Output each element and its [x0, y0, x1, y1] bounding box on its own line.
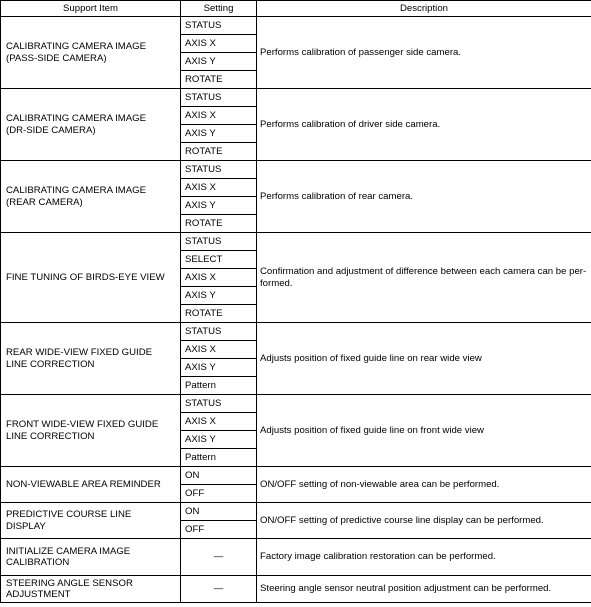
table-row [1, 539, 591, 576]
setting-cell: AXIS X [181, 35, 257, 53]
support-item-cell: REAR WIDE-VIEW FIXED GUIDE LINE CORRECTION [1, 323, 181, 395]
support-item-cell: CALIBRATING CAMERA IMAGE (DR-SIDE CAMERA) [1, 89, 181, 161]
setting-cell: STATUS [181, 323, 257, 341]
setting-cell: AXIS Y [181, 359, 257, 377]
setting-cell: ROTATE [181, 305, 257, 323]
table-row [1, 576, 591, 603]
table-row [1, 161, 591, 179]
setting-cell: STATUS [181, 89, 257, 107]
description-cell: Performs calibration of rear camera. [257, 161, 591, 233]
table-row [1, 467, 591, 485]
setting-cell: AXIS Y [181, 197, 257, 215]
setting-cell: OFF [181, 521, 257, 539]
description-cell: Adjusts position of fixed guide line on rear wide view [257, 323, 591, 395]
table-row [1, 89, 591, 107]
setting-cell: OFF [181, 485, 257, 503]
setting-cell: AXIS X [181, 413, 257, 431]
support-item-cell: PREDICTIVE COURSE LINE DISPLAY [1, 503, 181, 539]
setting-cell: AXIS Y [181, 125, 257, 143]
description-cell: Confirmation and adjustment of difference between each camera can be per- formed. [257, 233, 591, 323]
setting-cell: — [181, 539, 257, 576]
setting-cell: Pattern [181, 449, 257, 467]
setting-cell: AXIS Y [181, 431, 257, 449]
description-cell: Performs calibration of passenger side camera. [257, 17, 591, 89]
table-row [1, 323, 591, 341]
setting-cell: — [181, 576, 257, 603]
setting-cell: ROTATE [181, 71, 257, 89]
support-item-cell: FINE TUNING OF BIRDS-EYE VIEW [1, 233, 181, 323]
setting-cell: ROTATE [181, 215, 257, 233]
setting-cell: ON [181, 503, 257, 521]
setting-cell: Pattern [181, 377, 257, 395]
description-cell: Factory image calibration restoration can be performed. [257, 539, 591, 576]
support-item-cell: CALIBRATING CAMERA IMAGE (PASS-SIDE CAMERA) [1, 17, 181, 89]
support-item-cell: FRONT WIDE-VIEW FIXED GUIDE LINE CORRECTION [1, 395, 181, 467]
setting-cell: ON [181, 467, 257, 485]
description-cell: ON/OFF setting of non-viewable area can be performed. [257, 467, 591, 503]
setting-cell: STATUS [181, 17, 257, 35]
setting-cell: AXIS Y [181, 53, 257, 71]
setting-cell: AXIS X [181, 269, 257, 287]
header-description: Description [257, 1, 591, 17]
support-item-cell: STEERING ANGLE SENSOR ADJUSTMENT [1, 576, 181, 603]
table-row [1, 503, 591, 521]
table-body [1, 17, 591, 603]
support-item-cell: INITIALIZE CAMERA IMAGE CALIBRATION [1, 539, 181, 576]
header-support-item: Support Item [1, 1, 181, 17]
description-cell: Adjusts position of fixed guide line on front wide view [257, 395, 591, 467]
support-item-cell: NON-VIEWABLE AREA REMINDER [1, 467, 181, 503]
setting-cell: AXIS X [181, 179, 257, 197]
setting-cell: AXIS Y [181, 287, 257, 305]
setting-cell: AXIS X [181, 107, 257, 125]
support-item-cell: CALIBRATING CAMERA IMAGE (REAR CAMERA) [1, 161, 181, 233]
table-header-row [1, 1, 591, 17]
table-row [1, 233, 591, 251]
setting-cell: STATUS [181, 233, 257, 251]
header-setting: Setting [181, 1, 257, 17]
description-cell: Performs calibration of driver side camera. [257, 89, 591, 161]
table-row [1, 17, 591, 35]
setting-cell: ROTATE [181, 143, 257, 161]
table-row [1, 395, 591, 413]
setting-cell: STATUS [181, 161, 257, 179]
setting-cell: STATUS [181, 395, 257, 413]
description-cell: ON/OFF setting of predictive course line display can be performed. [257, 503, 591, 539]
description-cell: Steering angle sensor neutral position adjustment can be performed. [257, 576, 591, 603]
setting-cell: SELECT [181, 251, 257, 269]
setting-cell: AXIS X [181, 341, 257, 359]
